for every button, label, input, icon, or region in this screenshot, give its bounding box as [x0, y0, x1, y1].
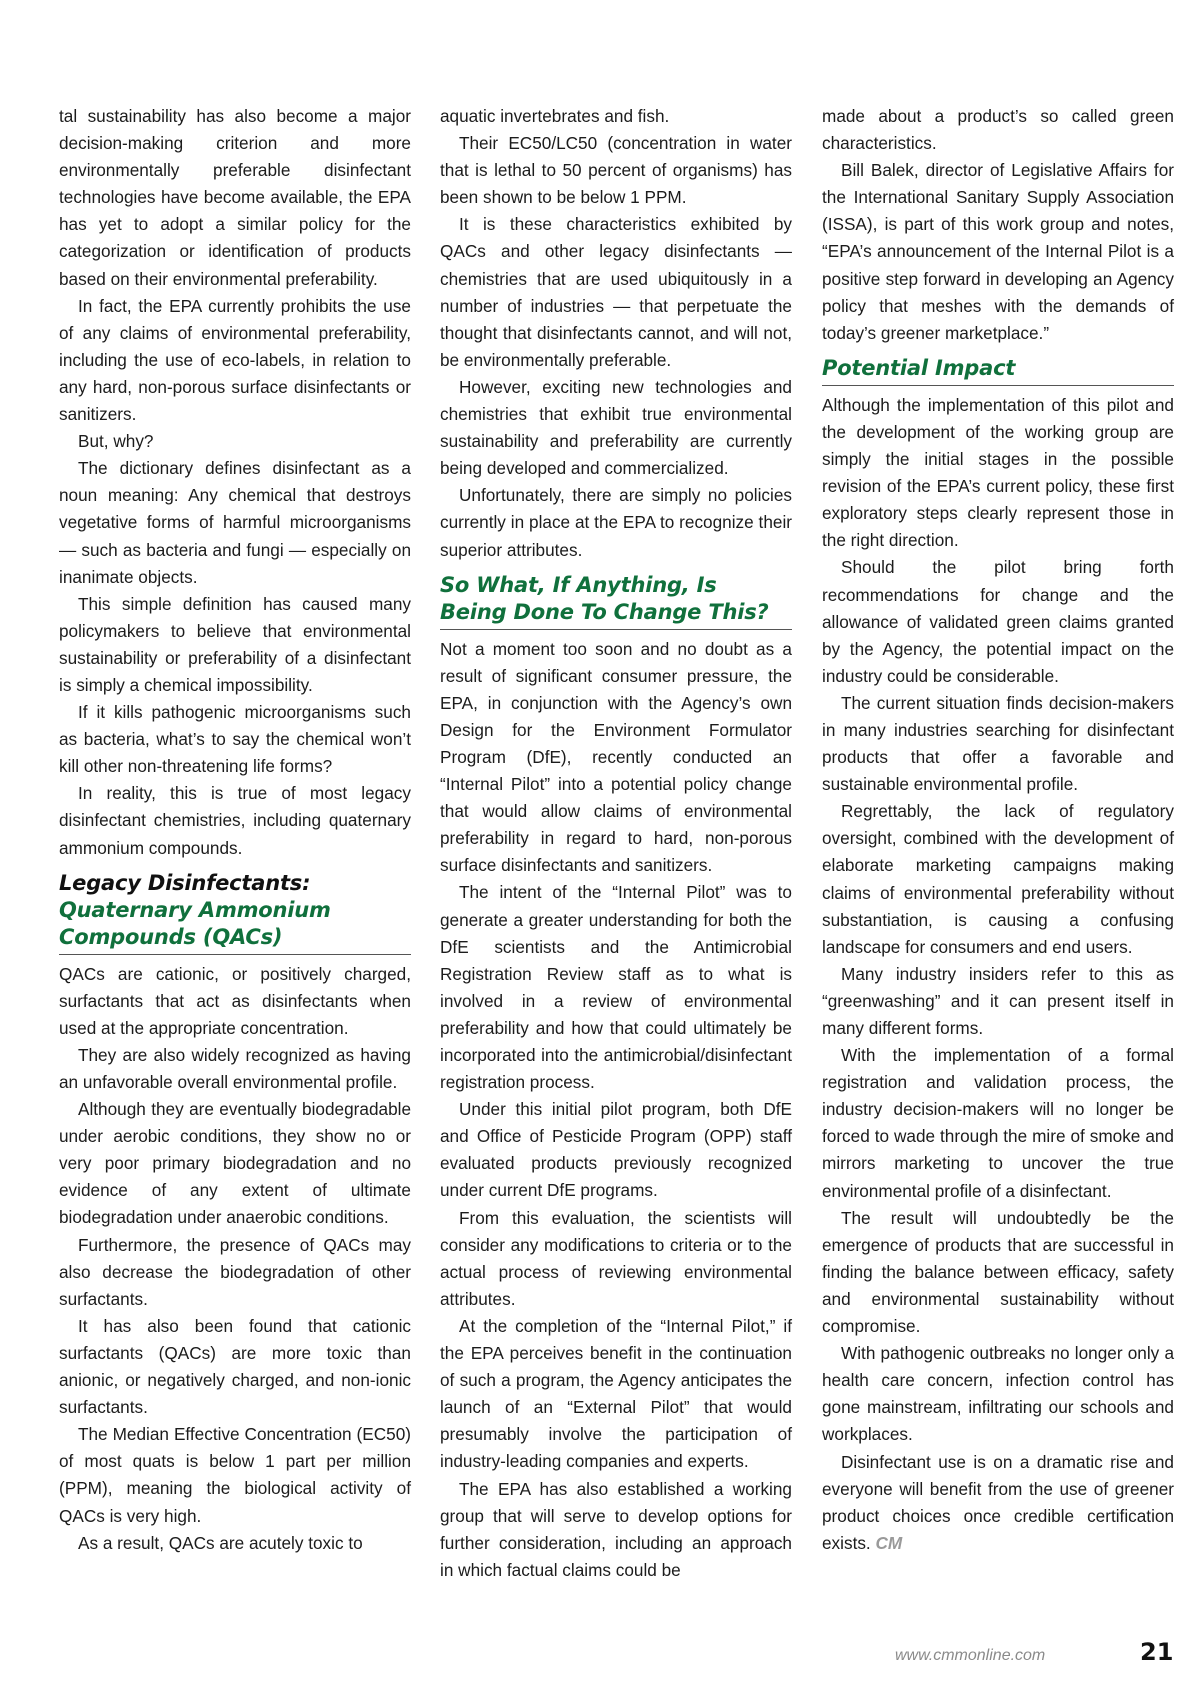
- paragraph: In reality, this is true of most legacy disinfectant chemistries, including quaternary ammonium compounds.: [59, 783, 411, 858]
- paragraph: Many industry insiders refer to this as “greenwashing” and it can present itself in many different forms.: [822, 963, 1174, 1038]
- paragraph: But, why?: [78, 431, 154, 452]
- paragraph: Under this initial pilot program, both DfE and Office of Pesticide Program (OPP) staff evaluated products previously recognized under current DfE programs.: [440, 1099, 792, 1201]
- paragraph: At the completion of the “Internal Pilot,” if the EPA perceives benefit in the continuation of such a program, the Agency anticipates the launch of an “External Pilot” that would presumably involve the participation of industry-leading companies and experts.: [440, 1315, 792, 1472]
- paragraph: The current situation finds decision-makers in many industries searching for disinfectant products that offer a favorable and sustainable environmental profile.: [822, 692, 1174, 795]
- paragraph: With the implementation of a formal registration and validation process, the industry decision-makers will no longer be forced to wade through the mire of smoke and mirrors marketing to uncover the true environmental profile of a disinfectant.: [822, 1045, 1174, 1201]
- heading-line: Compounds (QACs): [59, 924, 283, 949]
- footer-url: www.cmmonline.com: [895, 1647, 1046, 1664]
- paragraph: aquatic invertebrates and fish.: [440, 106, 670, 126]
- paragraph-final: [822, 1449, 1174, 1557]
- paragraph: Regrettably, the lack of regulatory oversight, combined with the development of elaborate marketing campaigns making claims of environmental preferability without substantiation, is causing a confusing landscape for consumers and end users.: [822, 801, 1174, 957]
- heading-line: Being Done To Change This?: [440, 599, 769, 624]
- paragraph: Should the pilot bring forth recommendations for change and the allowance of validated green claims granted by the Agency, the potential impact on the industry could be considerable.: [822, 557, 1174, 686]
- heading-line: Potential Impact: [822, 355, 1016, 380]
- paragraph: They are also widely recognized as having an unfavorable overall environmental profile.: [59, 1044, 411, 1092]
- heading-line: So What, If Anything, Is: [440, 572, 717, 597]
- paragraph: Bill Balek, director of Legislative Affairs for the International Sanitary Supply Association (ISSA), is part of this work group and notes, “EPA’s announcement of the Internal Pilot is a positive step forward in developing an Agency policy that meshes with the demands of today’s greener marketplace.”: [822, 160, 1174, 343]
- section-heading-potential-impact: [822, 355, 1174, 386]
- paragraph: From this evaluation, the scientists will consider any modifications to criteria or to the actual process of reviewing environmental attributes.: [440, 1207, 792, 1309]
- column-1: [59, 103, 411, 1557]
- paragraph: Not a moment too soon and no doubt as a result of significant consumer pressure, the EPA, in conjunction with the Agency’s own Design for the Environment Formulator Program (DfE), recently conducted an “Internal Pilot” into a potential policy change that would allow claims of environmental preferability in regard to hard, non-porous surface disinfectants and sanitizers.: [440, 638, 792, 876]
- paragraph: It is these characteristics exhibited by QACs and other legacy disinfectants — chemistries that are used ubiquitously in a number of industries — that perpetuate the thought that disinfectants cannot, and will not, be environmentally preferable.: [440, 214, 792, 370]
- paragraph: The dictionary defines disinfectant as a noun meaning: Any chemical that destroys vegetative forms of harmful microorganisms — such as bacteria and fungi — especially on inanimate objects.: [59, 458, 411, 587]
- heading-line: Quaternary Ammonium: [59, 897, 331, 922]
- paragraph: Furthermore, the presence of QACs may also decrease the biodegradation of other surfactants.: [59, 1234, 411, 1309]
- paragraph: made about a product’s so called green characteristics.: [822, 106, 1174, 154]
- heading-line: Legacy Disinfectants:: [59, 870, 311, 895]
- section-heading-legacy-disinfectants: [59, 870, 411, 955]
- paragraph: However, exciting new technologies and chemistries that exhibit true environmental sustainability and preferability are currently being developed and commercialized.: [440, 376, 792, 479]
- paragraph: As a result, QACs are acutely toxic to: [78, 1532, 363, 1553]
- paragraph: Although they are eventually biodegradable under aerobic conditions, they show no or very poor primary biodegradation and no evidence of any extent of ultimate biodegradation under anaerobic conditions.: [59, 1099, 411, 1228]
- section-heading-so-what: [440, 572, 792, 630]
- paragraph: This simple definition has caused many policymakers to believe that environmental sustainability or preferability of a disinfectant is simply a chemical impossibility.: [59, 593, 411, 695]
- paragraph: The Median Effective Concentration (EC50) of most quats is below 1 part per million (PPM), meaning the biological activity of QACs is very high.: [59, 1424, 411, 1526]
- paragraph: QACs are cationic, or positively charged, surfactants that act as disinfectants when used at the appropriate concentration.: [59, 963, 411, 1038]
- paragraph: Unfortunately, there are simply no policies currently in place at the EPA to recognize their superior attributes.: [440, 485, 792, 560]
- page-number: 21: [1140, 1638, 1174, 1666]
- end-mark: CM: [875, 1532, 903, 1553]
- paragraph: Although the implementation of this pilot and the development of the working group are simply the initial stages in the possible revision of the EPA’s current policy, these first exploratory steps clearly represent those in the right direction.: [822, 394, 1174, 551]
- paragraph: The EPA has also established a working group that will serve to develop options for further consideration, including an approach in which factual claims could be: [440, 1478, 792, 1580]
- paragraph: With pathogenic outbreaks no longer only a health care concern, infection control has gone mainstream, infiltrating our schools and workplaces.: [822, 1343, 1174, 1445]
- paragraph: The result will undoubtedly be the emergence of products that are successful in finding the balance between efficacy, safety and environmental sustainability without compromise.: [822, 1207, 1174, 1337]
- column-3: [822, 103, 1174, 1557]
- paragraph: tal sustainability has also become a major decision-making criterion and more environmentally preferable disinfectant technologies have become available, the EPA has yet to adopt a similar policy for the categorization or identification of products based on their environmental preferability.: [59, 106, 411, 289]
- paragraph: It has also been found that cationic surfactants (QACs) are more toxic than anionic, or negatively charged, and non-ionic surfactants.: [59, 1315, 411, 1418]
- paragraph: If it kills pathogenic microorganisms such as bacteria, what’s to say the chemical won’t kill other non-threatening life forms?: [59, 702, 411, 777]
- column-2: [440, 103, 792, 1584]
- paragraph: Their EC50/LC50 (concentration in water that is lethal to 50 percent of organisms) has been shown to be below 1 PPM.: [440, 133, 792, 208]
- paragraph: The intent of the “Internal Pilot” was to generate a greater understanding for both the DfE scientists and the Antimicrobial Registration Review staff as to what is involved in a review of environmental preferability and how that could ultimately be incorporated into the antimicrobial/disinfectant registration process.: [440, 882, 792, 1093]
- paragraph: In fact, the EPA currently prohibits the use of any claims of environmental preferability, including the use of eco-labels, in relation to any hard, non-porous surface disinfectants or sanitizers.: [59, 295, 411, 425]
- paragraph-text: Disinfectant use is on a dramatic rise and everyone will benefit from the use of greener product choices once credible certification exists.: [822, 1451, 1174, 1553]
